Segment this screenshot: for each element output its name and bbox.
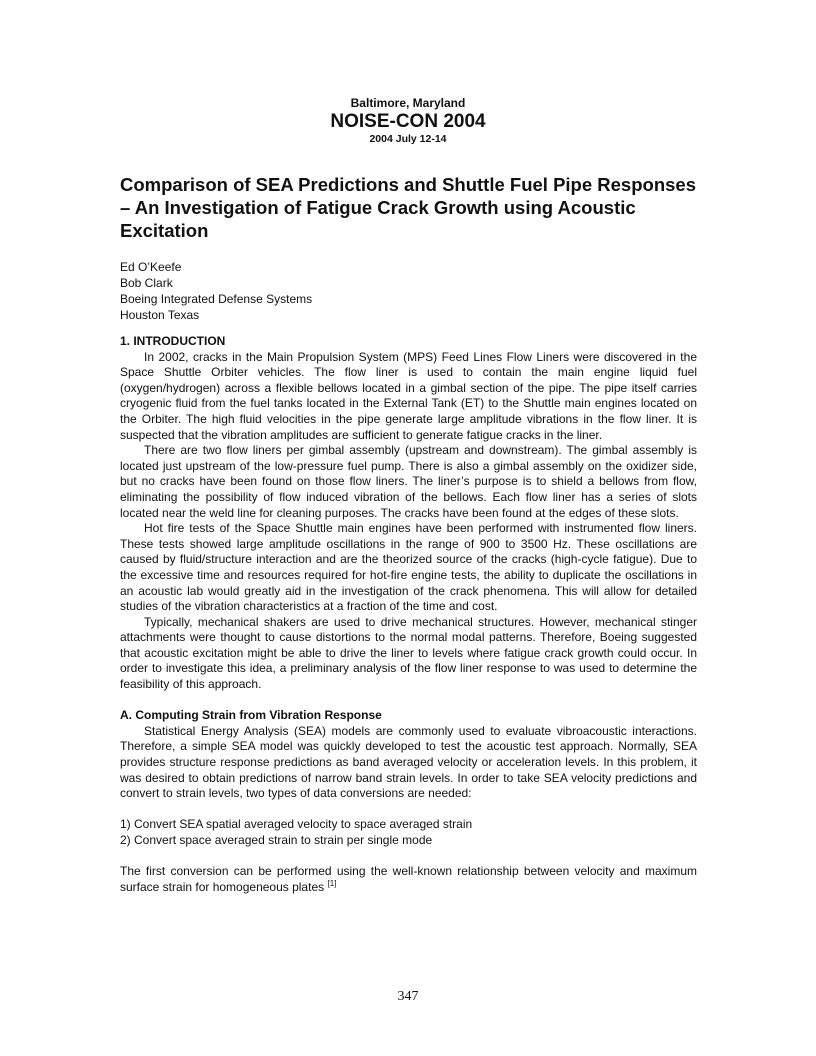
spacer xyxy=(120,693,697,709)
list-item: 1) Convert SEA spatial averaged velocity to space averaged strain xyxy=(120,817,473,832)
section-heading-computing-strain: A. Computing Strain from Vibration Response xyxy=(120,708,382,723)
paper-title: Comparison of SEA Predictions and Shuttle Fuel Pipe Responses – An Investigation of Fatigue Crack Growth using Acoustic Excitation xyxy=(120,174,696,241)
section-heading-introduction: 1. INTRODUCTION xyxy=(120,334,226,348)
author-affiliation: Boeing Integrated Defense Systems xyxy=(120,292,313,306)
conference-header xyxy=(0,96,816,146)
author-location: Houston Texas xyxy=(120,308,200,322)
conference-name: NOISE-CON 2004 xyxy=(330,111,486,132)
paragraph: Typically, mechanical shakers are used to drive mechanical structures. However, mechanical stinger attachments were thought to cause distortions to the normal modal patterns. Therefore, Boeing suggested that acoustic excitation might be able to drive the liner to levels where fatigue crack growth could occur. In order to investigate this idea, a preliminary analysis of the flow liner response to was used to determine the feasibility of this approach. xyxy=(120,614,697,692)
paragraph: Statistical Energy Analysis (SEA) models are commonly used to evaluate vibroacoustic interactions. Therefore, a simple SEA model was quickly developed to test the acoustic test approach. Normally, SEA provides structure response predictions as band averaged velocity or acceleration levels. In this problem, it was desired to obtain predictions of narrow band strain levels. In order to take SEA velocity predictions and convert to strain levels, two types of data conversions are needed: xyxy=(120,723,697,801)
paragraph: In 2002, cracks in the Main Propulsion System (MPS) Feed Lines Flow Liners were discovered in the Space Shuttle Orbiter vehicles. The flow liner is used to contain the main engine liquid fuel (oxygen/hydrogen) across a flexible bellows located in a gimbal section of the pipe. The pipe itself carries cryogenic fluid from the fuel tanks located in the External Tank (ET) to the Shuttle main engines located on the Orbiter. The high fluid velocities in the pipe generate large amplitude vibrations in the flow liner. It is suspected that the vibration amplitudes are sufficient to generate fatigue cracks in the liner. xyxy=(120,349,697,442)
spacer xyxy=(120,849,697,865)
conference-location: Baltimore, Maryland xyxy=(350,96,466,110)
conference-date: 2004 July 12-14 xyxy=(369,133,447,145)
list-item: 2) Convert space averaged strain to strain per single mode xyxy=(120,833,433,847)
paragraph: Hot fire tests of the Space Shuttle main engines have been performed with instrumented flow liners. These tests showed large amplitude oscillations in the range of 900 to 3500 Hz. These oscillations are caused by fluid/structure interaction and are the theorized source of the cracks (high-cycle fatigue). Due to the excessive time and resources required for hot-fire engine tests, the ability to duplicate the oscillations in an acoustic lab would greatly aid in the investigation of the crack phenomena. This will allow for detailed studies of the vibration characteristics at a fraction of the time and cost. xyxy=(120,521,697,614)
paper-body xyxy=(120,334,697,895)
citation-reference[interactable]: [1] xyxy=(327,878,337,888)
page-number: 347 xyxy=(397,989,419,1004)
author-name: Bob Clark xyxy=(120,276,173,290)
paragraph xyxy=(120,864,697,895)
paragraph: There are two flow liners per gimbal assembly (upstream and downstream). The gimbal assembly is located just upstream of the low-pressure fuel pump. There is also a gimbal assembly on the oxidizer side, but no cracks have been found on those flow liners. The liner’s purpose is to shield a bellows from flow, eliminating the possibility of flow induced vibration of the bellows. Each flow liner has a series of slots located near the weld line for cleaning purposes. The cracks have been found at the edges of these slots. xyxy=(120,443,697,520)
conversion-list xyxy=(120,817,697,848)
closing-text: The first conversion can be performed using the well-known relationship between velocity and maximum surface strain for homogeneous plates xyxy=(120,864,697,894)
author-name: Ed O’Keefe xyxy=(120,260,182,274)
spacer xyxy=(120,802,697,818)
author-block xyxy=(120,259,700,323)
